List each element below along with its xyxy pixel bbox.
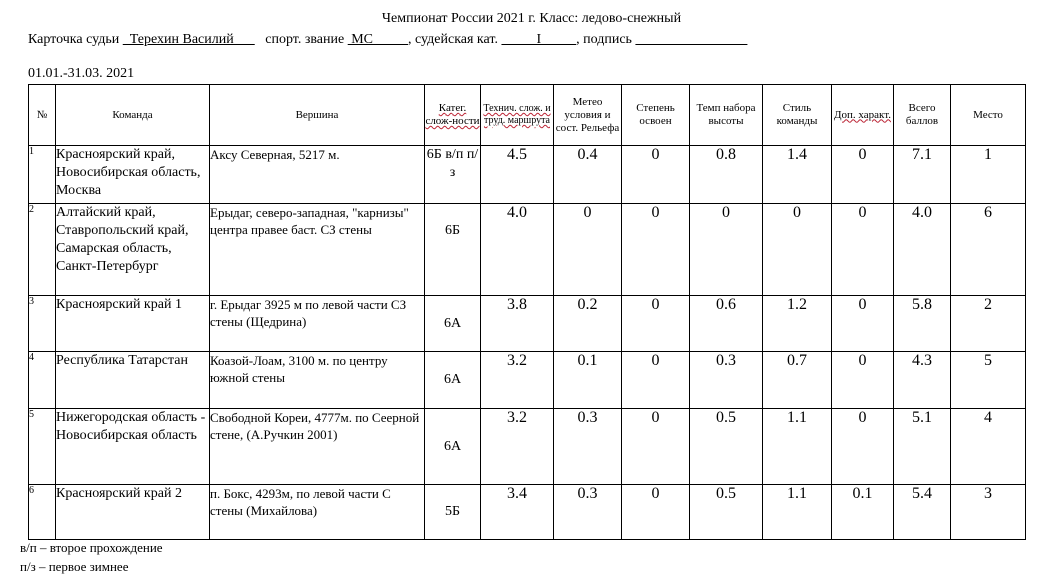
row-pace: 0.5 [690, 485, 763, 540]
row-peak: Ерыдаг, северо-западная, "карнизы" центра правее баст. СЗ стены [210, 204, 425, 296]
row-extra: 0 [832, 296, 894, 352]
row-tech: 4.0 [481, 204, 554, 296]
header-weather-text: Метео условия и сост. Рельефа [555, 95, 620, 134]
row-tech: 4.5 [481, 146, 554, 204]
header-tech-text: Технич. слож. и труд. маршрута [483, 103, 551, 126]
table-header-row [29, 85, 1026, 146]
date-range: 01.01.-31.03. 2021 [28, 66, 135, 81]
header-no: № [29, 85, 56, 146]
row-place: 6 [951, 204, 1026, 296]
header-total: Всего баллов [894, 85, 951, 146]
footnote-second-ascent: в/п – второе прохождение [20, 540, 163, 555]
row-tech: 3.4 [481, 485, 554, 540]
row-place: 1 [951, 146, 1026, 204]
row-tech: 3.2 [481, 352, 554, 409]
row-team: Нижегородская область - Новосибирская область [56, 409, 210, 485]
signature-label: , подпись [576, 32, 632, 47]
row-extra: 0 [832, 409, 894, 485]
table-row [29, 352, 1026, 409]
row-no: 4 [29, 352, 56, 409]
footnote-first-winter: п/з – первое зимнее [20, 559, 129, 574]
row-category: 6А [425, 352, 481, 409]
row-team: Алтайский край, Ставропольский край, Самарская область, Санкт-Петербург [56, 204, 210, 296]
table-row [29, 146, 1026, 204]
row-explored: 0 [622, 485, 690, 540]
row-place: 5 [951, 352, 1026, 409]
judge-name: Терехин Василий [122, 32, 255, 47]
row-pace: 0.5 [690, 409, 763, 485]
row-team: Красноярский край 1 [56, 296, 210, 352]
row-extra: 0 [832, 352, 894, 409]
row-style: 0 [763, 204, 832, 296]
judge-category-label: , судейская кат. [408, 32, 498, 47]
row-extra: 0 [832, 204, 894, 296]
row-explored: 0 [622, 352, 690, 409]
row-category: 6А [425, 409, 481, 485]
row-weather: 0.4 [554, 146, 622, 204]
row-style: 1.4 [763, 146, 832, 204]
row-explored: 0 [622, 296, 690, 352]
table-row [29, 485, 1026, 540]
judge-card-line [28, 32, 747, 48]
table-row [29, 409, 1026, 485]
header-tech [481, 85, 554, 146]
row-place: 3 [951, 485, 1026, 540]
table-row [29, 204, 1026, 296]
header-place: Место [951, 85, 1026, 146]
row-team: Красноярский край, Новосибирская область, Москва [56, 146, 210, 204]
row-no: 6 [29, 485, 56, 540]
row-no: 3 [29, 296, 56, 352]
row-total: 5.1 [894, 409, 951, 485]
row-explored: 0 [622, 204, 690, 296]
row-category: 6Б [425, 204, 481, 296]
header-peak: Вершина [210, 85, 425, 146]
row-team: Красноярский край 2 [56, 485, 210, 540]
row-peak: Коазой-Лоам, 3100 м. по центру южной стены [210, 352, 425, 409]
row-peak: Свободной Кореи, 4777м. по Сеерной стене, (А.Ручкин 2001) [210, 409, 425, 485]
row-pace: 0.8 [690, 146, 763, 204]
header-team: Команда [56, 85, 210, 146]
row-category: 5Б [425, 485, 481, 540]
scores-table [28, 84, 1026, 540]
row-pace: 0.3 [690, 352, 763, 409]
row-weather: 0.1 [554, 352, 622, 409]
row-place: 2 [951, 296, 1026, 352]
row-extra: 0 [832, 146, 894, 204]
row-extra: 0.1 [832, 485, 894, 540]
header-extra-text: Доп. характ. [834, 108, 891, 121]
row-total: 5.4 [894, 485, 951, 540]
header-category-text: Катег. слож-ности [425, 102, 480, 127]
row-weather: 0.3 [554, 485, 622, 540]
table-row [29, 296, 1026, 352]
row-total: 4.0 [894, 204, 951, 296]
row-weather: 0 [554, 204, 622, 296]
document-title: Чемпионат России 2021 г. Класс: ледово-снежный [381, 11, 682, 26]
row-pace: 0.6 [690, 296, 763, 352]
row-tech: 3.8 [481, 296, 554, 352]
row-style: 1.2 [763, 296, 832, 352]
row-total: 7.1 [894, 146, 951, 204]
row-peak: п. Бокс, 4293м, по левой части С стены (Михайлова) [210, 485, 425, 540]
rank-label: спорт. звание [265, 32, 345, 47]
signature-field [635, 32, 747, 47]
row-category: 6А [425, 296, 481, 352]
judge-category-value: I [501, 32, 577, 47]
header-pace: Темп набора высоты [690, 85, 763, 146]
header-weather [554, 85, 622, 146]
row-style: 0.7 [763, 352, 832, 409]
header-extra [832, 85, 894, 146]
row-category: 6Б в/п п/з [425, 146, 481, 204]
row-total: 4.3 [894, 352, 951, 409]
judge-card-label: Карточка судьи [28, 32, 120, 47]
row-peak: г. Ерыдаг 3925 м по левой части СЗ стены (Щедрина) [210, 296, 425, 352]
row-tech: 3.2 [481, 409, 554, 485]
row-no: 2 [29, 204, 56, 296]
header-style: Стиль команды [763, 85, 832, 146]
rank-value: МС [347, 32, 408, 47]
header-explored: Степень освоен [622, 85, 690, 146]
row-place: 4 [951, 409, 1026, 485]
row-peak: Аксу Северная, 5217 м. [210, 146, 425, 204]
row-team: Республика Татарстан [56, 352, 210, 409]
row-total: 5.8 [894, 296, 951, 352]
row-weather: 0.3 [554, 409, 622, 485]
row-weather: 0.2 [554, 296, 622, 352]
row-no: 1 [29, 146, 56, 204]
row-explored: 0 [622, 146, 690, 204]
row-explored: 0 [622, 409, 690, 485]
row-style: 1.1 [763, 485, 832, 540]
row-pace: 0 [690, 204, 763, 296]
header-category [425, 85, 481, 146]
row-style: 1.1 [763, 409, 832, 485]
row-no: 5 [29, 409, 56, 485]
